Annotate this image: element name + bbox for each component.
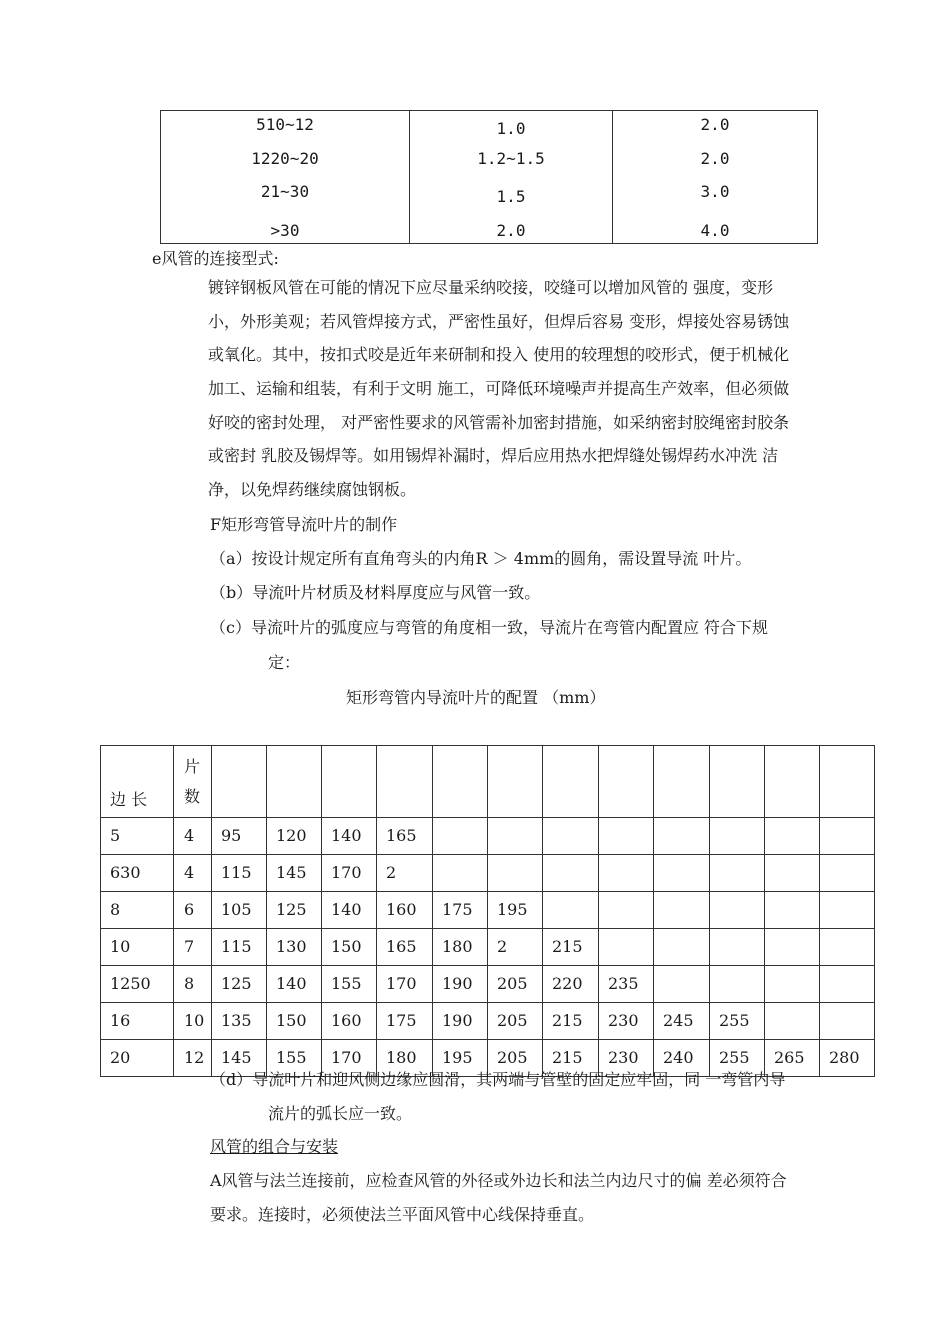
vane-position-cell xyxy=(654,892,710,929)
vane-position-cell xyxy=(654,818,710,855)
table-cell-text: 1.5 xyxy=(496,187,526,206)
vane-position-cell: 195 xyxy=(433,1040,488,1077)
side-length-cell: 10 xyxy=(101,929,174,966)
side-length-cell: 8 xyxy=(101,892,174,929)
vane-position-cell xyxy=(710,855,765,892)
vane-position-cell: 265 xyxy=(765,1040,820,1077)
vane-position-cell: 150 xyxy=(267,1003,322,1040)
vane-position-cell xyxy=(488,855,543,892)
vane-position-cell xyxy=(820,1003,875,1040)
vane-position-cell xyxy=(820,892,875,929)
table-cell xyxy=(765,746,820,818)
vane-count-cell: 8 xyxy=(174,966,212,1003)
vane-position-cell xyxy=(654,966,710,1003)
vane-position-cell: 280 xyxy=(820,1040,875,1077)
item-a: （a）按设计规定所有直角弯头的内角R ＞ 4mm的圆角，需设置导流 叶片。 xyxy=(210,549,752,568)
table-cell xyxy=(820,746,875,818)
item-b: （b）导流叶片材质及材料厚度应与风管一致。 xyxy=(210,583,541,602)
vane-position-cell: 2 xyxy=(377,855,433,892)
vane-position-cell: 145 xyxy=(212,1040,267,1077)
vane-position-cell xyxy=(543,855,599,892)
item-d-line1: （d）导流叶片和迎风侧边缘应圆滑，其两端与管壁的固定应牢固，同 一弯管内导 xyxy=(210,1070,786,1089)
table-cell xyxy=(377,746,433,818)
vane-position-cell: 120 xyxy=(267,818,322,855)
vane-position-cell: 160 xyxy=(377,892,433,929)
table-cell-text: 1220~20 xyxy=(251,149,319,168)
vane-position-cell xyxy=(710,966,765,1003)
vane-position-cell xyxy=(765,966,820,1003)
table-cell-text: 1.0 xyxy=(496,119,526,138)
side-length-cell: 1250 xyxy=(101,966,174,1003)
table-cell xyxy=(161,111,410,244)
vane-position-cell: 145 xyxy=(267,855,322,892)
vane-position-cell xyxy=(765,892,820,929)
vane-position-cell: 245 xyxy=(654,1003,710,1040)
table-cell xyxy=(543,746,599,818)
vane-position-cell xyxy=(543,818,599,855)
table-caption: 矩形弯管内导流叶片的配置 （mm） xyxy=(346,688,606,707)
vane-position-cell xyxy=(765,1003,820,1040)
table-row xyxy=(101,929,875,966)
vane-position-cell: 150 xyxy=(322,929,377,966)
vane-position-cell: 215 xyxy=(543,1040,599,1077)
vane-count-cell: 4 xyxy=(174,855,212,892)
vane-position-cell: 195 xyxy=(488,892,543,929)
table-cell xyxy=(267,746,322,818)
vane-position-cell: 180 xyxy=(433,929,488,966)
vane-position-cell: 205 xyxy=(488,1003,543,1040)
header-count-char: 数 xyxy=(184,786,201,806)
table-cell xyxy=(613,111,818,244)
header-side-length: 边 长 xyxy=(101,746,174,818)
paragraph-line: 加工、运输和组装，有利于文明 施工，可降低环境噪声并提高生产效率，但必须做 xyxy=(208,379,790,399)
vane-position-cell xyxy=(765,855,820,892)
table-cell-text: 2.0 xyxy=(496,221,526,240)
vane-position-cell: 105 xyxy=(212,892,267,929)
vane-count-cell: 10 xyxy=(174,1003,212,1040)
thickness-table xyxy=(160,110,818,244)
table-cell-text: 1.2~1.5 xyxy=(477,149,545,168)
section-e-paragraph xyxy=(208,271,880,507)
table-cell-text: 510~12 xyxy=(256,115,314,134)
vane-position-cell: 170 xyxy=(322,1040,377,1077)
vane-position-cell xyxy=(820,966,875,1003)
vane-position-cell: 130 xyxy=(267,929,322,966)
vane-position-cell xyxy=(433,818,488,855)
header-vane-count xyxy=(174,746,212,818)
table-cell xyxy=(212,746,267,818)
vane-position-cell: 140 xyxy=(322,892,377,929)
vane-position-cell: 155 xyxy=(322,966,377,1003)
vane-position-cell: 125 xyxy=(267,892,322,929)
install-line1: A风管与法兰连接前，应检查风管的外径或外边长和法兰内边尺寸的偏 差必须符合 xyxy=(210,1171,787,1190)
vane-position-cell xyxy=(820,818,875,855)
vane-position-cell: 255 xyxy=(710,1003,765,1040)
vane-count-cell: 4 xyxy=(174,818,212,855)
vane-position-cell: 215 xyxy=(543,929,599,966)
table-cell-text: 21~30 xyxy=(260,182,310,201)
vane-position-cell: 240 xyxy=(654,1040,710,1077)
vane-position-cell xyxy=(654,855,710,892)
table-cell xyxy=(654,746,710,818)
vane-position-cell: 125 xyxy=(212,966,267,1003)
paragraph-line: 好咬的密封处理， 对严密性要求的风管需补加密封措施，如采纳密封胶绳密封胶条 xyxy=(208,412,790,432)
vane-position-cell: 135 xyxy=(212,1003,267,1040)
vane-count-cell: 12 xyxy=(174,1040,212,1077)
vane-position-cell xyxy=(710,929,765,966)
paragraph-line: 净，以免焊药继续腐蚀钢板。 xyxy=(208,480,417,500)
install-heading: 风管的组合与安装 xyxy=(210,1137,339,1156)
header-count-char: 片 xyxy=(184,756,201,776)
item-c-line2: 定： xyxy=(268,653,301,672)
vane-position-cell: 190 xyxy=(433,966,488,1003)
table-cell-text: 3.0 xyxy=(700,182,730,201)
vane-position-cell xyxy=(599,818,654,855)
paragraph-line: 镀锌钢板风管在可能的情况下应尽量采纳咬接，咬缝可以增加风管的 强度，变形 xyxy=(208,278,774,297)
side-length-cell: 20 xyxy=(101,1040,174,1077)
table-row xyxy=(101,855,875,892)
table-cell xyxy=(488,746,543,818)
vane-position-cell: 170 xyxy=(377,966,433,1003)
vane-position-cell: 235 xyxy=(599,966,654,1003)
vane-position-cell: 190 xyxy=(433,1003,488,1040)
table-cell-text: >30 xyxy=(270,221,300,240)
vane-position-cell: 140 xyxy=(322,818,377,855)
section-e-heading: e风管的连接型式: xyxy=(152,249,279,268)
vane-count-cell: 6 xyxy=(174,892,212,929)
table-row xyxy=(101,818,875,855)
vane-position-cell: 255 xyxy=(710,1040,765,1077)
vane-position-cell xyxy=(599,892,654,929)
vane-position-cell: 165 xyxy=(377,929,433,966)
vane-position-cell xyxy=(599,929,654,966)
vane-position-cell: 215 xyxy=(543,1003,599,1040)
vane-position-cell xyxy=(543,892,599,929)
vane-position-cell xyxy=(710,892,765,929)
vane-position-cell: 175 xyxy=(433,892,488,929)
table-cell xyxy=(322,746,377,818)
vane-position-cell: 115 xyxy=(212,929,267,966)
table-row xyxy=(101,892,875,929)
vane-position-cell: 95 xyxy=(212,818,267,855)
paragraph-line: 或氧化。其中，按扣式咬是近年来研制和投入 使用的较理想的咬形式，便于机械化 xyxy=(208,345,790,365)
vane-position-cell: 165 xyxy=(377,818,433,855)
item-c-line1: （c）导流叶片的弧度应与弯管的角度相一致，导流片在弯管内配置应 符合下规 xyxy=(210,618,769,637)
table-cell xyxy=(433,746,488,818)
vane-position-cell: 220 xyxy=(543,966,599,1003)
paragraph-line: 小，外形美观；若风管焊接方式，严密性虽好，但焊后容易 变形，焊接处容易锈蚀 xyxy=(208,311,790,331)
vane-position-cell: 170 xyxy=(322,855,377,892)
vane-position-cell xyxy=(765,818,820,855)
table-cell xyxy=(599,746,654,818)
section-f-heading: F矩形弯管导流叶片的制作 xyxy=(210,515,398,534)
table-cell-text: 4.0 xyxy=(700,221,730,240)
vane-table xyxy=(100,745,875,1077)
vane-position-cell xyxy=(654,929,710,966)
table-cell xyxy=(410,111,613,244)
paragraph-line: 或密封 乳胶及锡焊等。如用锡焊补漏时，焊后应用热水把焊缝处锡焊药水冲洗 洁 xyxy=(208,446,779,466)
vane-position-cell xyxy=(820,929,875,966)
vane-position-cell xyxy=(765,929,820,966)
table-cell-text: 2.0 xyxy=(700,115,730,134)
table-cell-text: 2.0 xyxy=(700,149,730,168)
vane-position-cell: 160 xyxy=(322,1003,377,1040)
vane-position-cell: 155 xyxy=(267,1040,322,1077)
table-row xyxy=(101,966,875,1003)
vane-position-cell: 180 xyxy=(377,1040,433,1077)
table-header-row xyxy=(101,746,875,818)
vane-position-cell: 230 xyxy=(599,1003,654,1040)
vane-position-cell: 230 xyxy=(599,1040,654,1077)
install-line2: 要求。连接时，必须使法兰平面风管中心线保持垂直。 xyxy=(210,1205,595,1224)
table-cell xyxy=(710,746,765,818)
side-length-cell: 630 xyxy=(101,855,174,892)
side-length-cell: 5 xyxy=(101,818,174,855)
vane-position-cell: 205 xyxy=(488,966,543,1003)
vane-position-cell xyxy=(433,855,488,892)
vane-position-cell xyxy=(488,818,543,855)
vane-count-cell: 7 xyxy=(174,929,212,966)
vane-position-cell xyxy=(820,855,875,892)
item-d-line2: 流片的弧长应一致。 xyxy=(268,1104,413,1123)
vane-position-cell: 115 xyxy=(212,855,267,892)
vane-position-cell: 140 xyxy=(267,966,322,1003)
vane-position-cell xyxy=(710,818,765,855)
thickness-table-body xyxy=(161,111,818,244)
vane-position-cell: 2 xyxy=(488,929,543,966)
side-length-cell: 16 xyxy=(101,1003,174,1040)
vane-position-cell xyxy=(599,855,654,892)
vane-position-cell: 205 xyxy=(488,1040,543,1077)
table-row xyxy=(101,1003,875,1040)
vane-position-cell: 175 xyxy=(377,1003,433,1040)
